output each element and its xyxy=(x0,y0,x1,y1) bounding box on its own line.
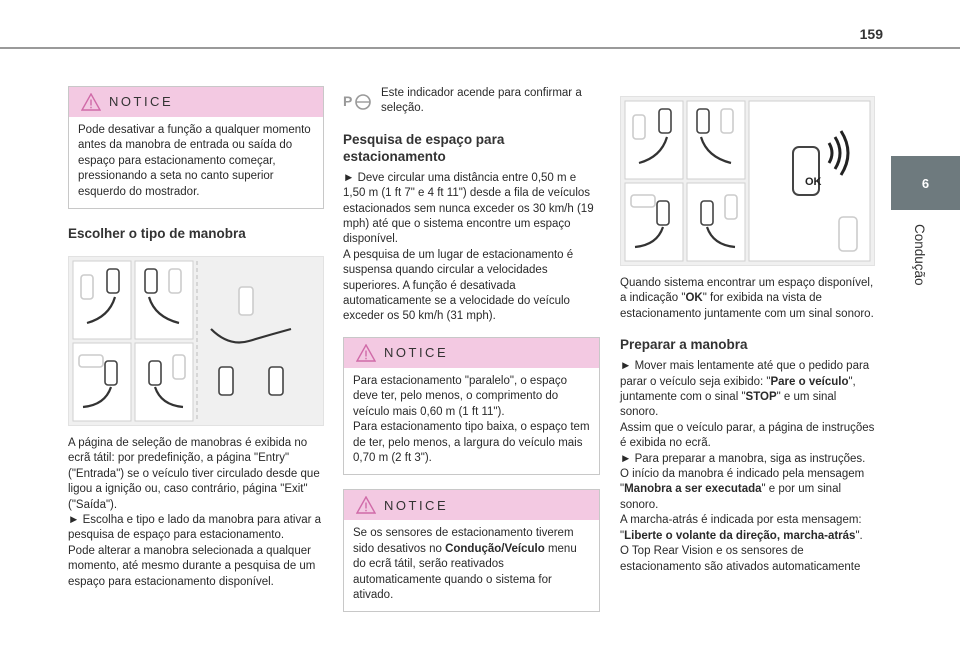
found-space-paragraph: Quando sistema encontrar um espaço disponível, a indicação "OK" for exibida na vista de estacionamento juntamente com um sinal sonoro. xyxy=(620,277,874,320)
instruction-text: ► Escolha e tipo e lado da manobra para ativar a pesquisa de espaço para estacionamento. xyxy=(68,514,322,542)
parking-view-image xyxy=(621,97,874,265)
notice-header xyxy=(344,338,599,368)
svg-text:P: P xyxy=(343,93,353,109)
notice-text: Para estacionamento tipo baixa, o espaço tem de ter, pelo menos, a largura do veículo mais 0,70 m (2 ft 3"). xyxy=(353,421,590,464)
notice-text: Se os sensores de estacionamento tiverem sido desativos no Condução/Veículo menu do ecrã tátil, serão reativados automaticamente quando o sistema for ativado. xyxy=(353,527,577,601)
notice-box xyxy=(343,337,600,475)
figure-caption: A página de seleção de manobras é exibida no ecrã tátil: por predefinição, a página "Entry" ("Entrada") se o veículo tiver circulado desde que ligou a ignição ou, caso contrário, página "Exit" ("Saída"). xyxy=(68,437,320,511)
prepare-paragraph-6: O Top Rear Vision e os sensores de estacionamento são ativados automaticamente xyxy=(620,545,861,573)
notice-text: Para estacionamento "paralelo", o espaço deve ter, pelo menos, o comprimento do veículo mais 0,60 m (1 ft 11"). xyxy=(353,374,568,418)
warning-icon xyxy=(356,344,376,362)
column-2 xyxy=(343,86,600,612)
column-1 xyxy=(68,86,324,590)
notice-title: NOTICE xyxy=(384,345,449,361)
column-3 xyxy=(620,96,875,575)
prepare-paragraph-2: Assim que o veículo parar, a página de instruções é exibida no ecrã. xyxy=(620,421,875,450)
notice-header xyxy=(344,490,599,520)
warning-icon xyxy=(81,93,101,111)
prepare-paragraph-1: ► Mover mais lentamente até que o pedido para parar o veículo seja exibido: "Pare o veículo", juntamente com o sinal "STOP" e um sinal sonoro. xyxy=(620,360,870,419)
parking-view-figure xyxy=(620,96,875,266)
notice-box xyxy=(68,86,324,209)
warning-icon xyxy=(356,496,376,514)
note-text: Pode alterar a manobra selecionada a qualquer momento, até mesmo durante a pesquisa de um espaço para estacionamento disponível. xyxy=(68,544,316,588)
park-assist-indicator-icon xyxy=(343,90,373,114)
chapter-tab[interactable]: 6 xyxy=(891,156,960,210)
notice-text: Pode desativar a função a qualquer momento antes da manobra de entrada ou saída do espaço para estacionamento começar, pressionando a seta no canto superior esquerdo do mostrador. xyxy=(78,124,311,198)
notice-title: NOTICE xyxy=(384,497,449,513)
maneuver-selection-figure xyxy=(68,256,324,426)
section-heading: Pesquisa de espaço para estacionamento xyxy=(343,131,505,164)
ok-indicator: OK xyxy=(805,176,822,188)
notice-title: NOTICE xyxy=(109,94,174,110)
prepare-paragraph-4: O início da manobra é indicado pela mensagem "Manobra a ser executada" e por um sinal sonoro. xyxy=(620,468,865,511)
page-number: 159 xyxy=(859,26,883,42)
notice-header xyxy=(69,87,323,117)
header-rule xyxy=(0,47,960,49)
section-heading: Escolher o tipo de manobra xyxy=(68,226,246,242)
section-heading: Preparar a manobra xyxy=(620,337,748,353)
search-paragraph-1: ► Deve circular uma distância entre 0,50 m e 1,50 m (1 ft 7" e 4 ft 11") desde a fila de veículos estacionados sem nunca exceder os 30 km/h (19 mph) até que o sistema encontre um espaço disponível. xyxy=(343,171,594,246)
search-paragraph-2: A pesquisa de um lugar de estacionamento é suspensa quando circular a velocidades superiores. A função é desativada automaticamente se a velocidade do veículo exceder os 50 km/h (31 mph). xyxy=(343,248,574,323)
prepare-paragraph-5: A marcha-atrás é indicada por esta mensagem: "Liberte o volante da direção, marcha-atrás". xyxy=(620,514,863,542)
indicator-text: Este indicador acende para confirmar a seleção. xyxy=(381,87,582,115)
chapter-title: Condução xyxy=(912,224,927,286)
maneuver-diagram-image xyxy=(69,257,323,425)
indicator-row xyxy=(343,86,600,117)
notice-box xyxy=(343,489,600,612)
prepare-paragraph-3: ► Para preparar a manobra, siga as instruções. xyxy=(620,452,866,465)
